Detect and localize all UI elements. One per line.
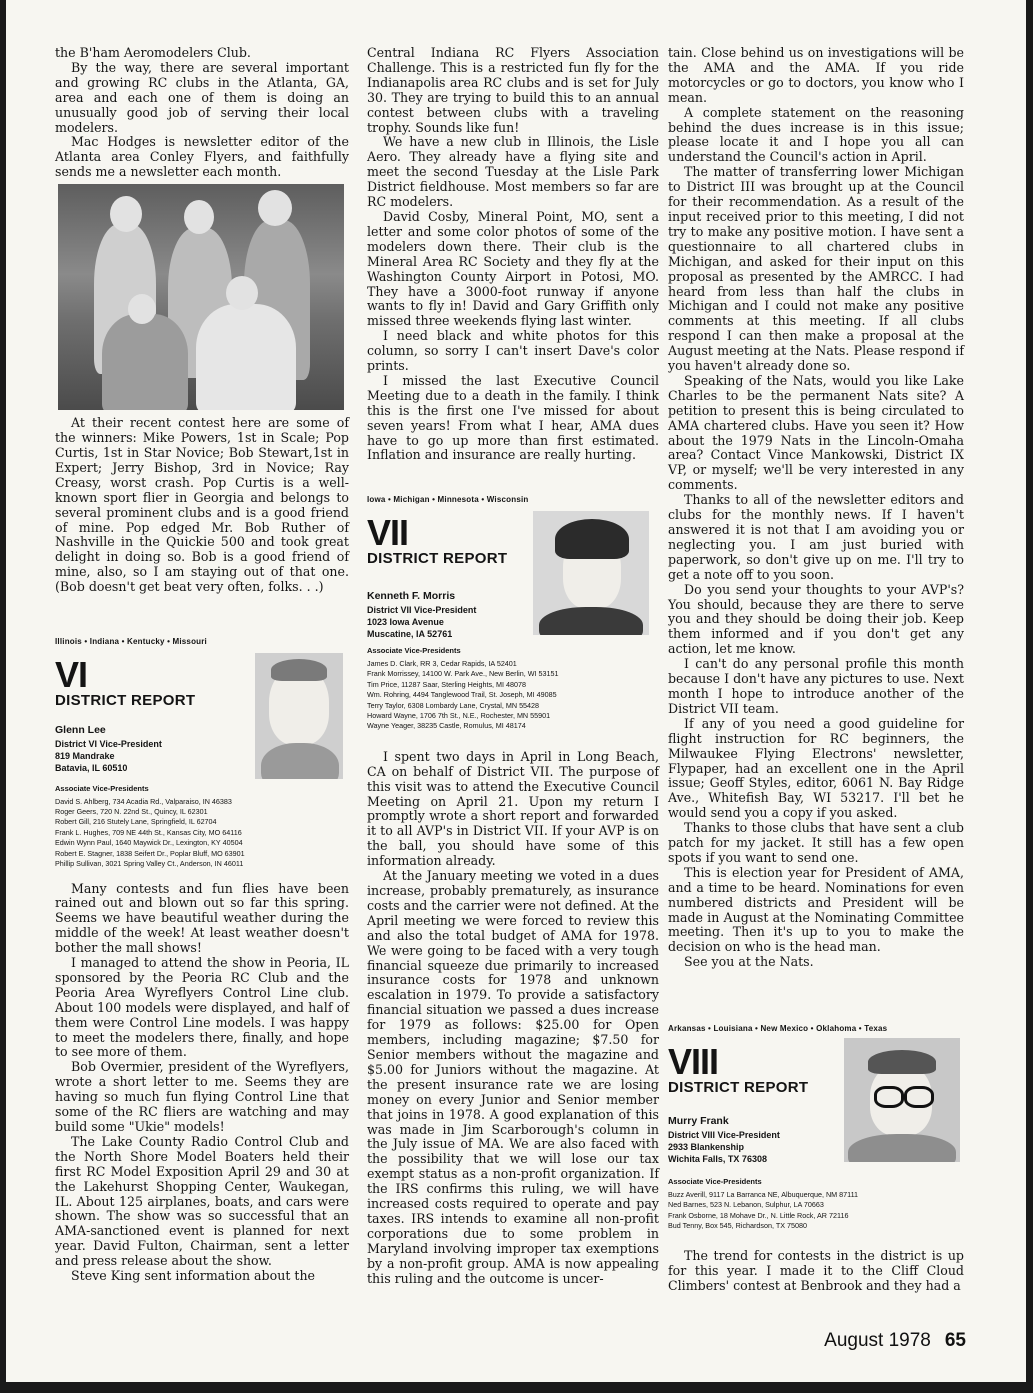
district-numeral: VIII [668, 1041, 719, 1083]
contest-winners-photo [58, 184, 344, 410]
column-middle [367, 46, 659, 1286]
vp-portrait-glenn-lee [255, 653, 343, 779]
assoc-vp: Wm. Rohring, 4494 Tanglewood Trail, St. Joseph, MI 49085 [367, 690, 557, 700]
vp-address: 819 Mandrake [55, 750, 115, 761]
issue-date: August 1978 [824, 1330, 931, 1351]
paragraph: Many contests and fun flies have been rained out and blown out so far this spring. Seems we have beautiful weather during the middle of the week! At least weather doesn't bother the mall shows! [55, 880, 349, 956]
paragraph: The trend for contests in the district is up for this year. I made it to the Cliff Cloud Climbers' contest at Benbrook and they had a [668, 1248, 964, 1294]
paragraph: I spent two days in April in Long Beach, CA on behalf of District VII. The purpose of this visit was to attend the Executive Council Meeting on April 21. Upon my return I promptly wrote a short report and forwarded it to all AVP's in District VII. If your AVP is on the ball, you should have some of this information already. [367, 748, 659, 869]
vp-portrait-murry-frank [844, 1038, 960, 1162]
assoc-vp: Roger Geers, 720 N. 22nd St., Quincy, IL 62301 [55, 807, 208, 817]
paragraph: I managed to attend the show in Peoria, IL sponsored by the Peoria RC Club and the Peoria Area Wyreflyers Control Line club. About 100 models were displayed, and half of them were Control Line models. I was happy to meet the modelers there, finally, and hope to see more of them. [55, 955, 349, 1060]
assoc-vp: Terry Taylor, 6308 Lombardy Lane, Crystal, MN 55428 [367, 700, 540, 710]
district-vi-header [55, 635, 349, 869]
paragraph: Steve King sent information about the [71, 1268, 316, 1284]
paragraph: tain. Close behind us on investigations will be the AMA and the AMA. If you ride motorcycles or go to doctors, you know who I mean. [668, 45, 964, 105]
photo-caption: At their recent contest here are some of the winners: Mike Powers, 1st in Scale; Pop Curtis, 1st in Star Novice; Bob Stewart,1st in Expert; Jerry Bishop, 3rd in Novice; Ray Creasy, worst crash. Pop Curtis is a well-known sport flier in Georgia and belongs to several prominent clubs and is a good friend of mine. Pop edged Mr. Bob Ruther of Nashville in the Quickie 500 and took great delight in doing so. Bob is a good friend of mine, also, so I am staying out of that one. (Bob doesn't get beat very often, folks. . .) [55, 415, 349, 595]
district-report-label: DISTRICT REPORT [668, 1079, 809, 1097]
paragraph: The matter of transferring lower Michigan to District III was brought up at the Council for their recommendation. As a result of the input received prior to this meeting, I did not try to make any positive motion. I have sent a questionnaire to all chartered clubs in Michigan, and asked for their input on this proposal as presented by the AMRCC. I had heard from less than half the clubs in Michigan and I could not make any positive comments at this meeting. If all clubs respond I can then make a proposal at the August meeting at the Nats. Please respond if you haven't already done so. [668, 164, 964, 374]
assoc-vp: Wayne Yeager, 38235 Castle, Romulus, MI 48174 [367, 721, 526, 731]
assoc-vp: James D. Clark, RR 3, Cedar Rapids, IA 52401 [367, 659, 517, 668]
district-states: Iowa • Michigan • Minnesota • Wisconsin [367, 495, 529, 505]
vp-address: 2933 Blankenship [668, 1141, 745, 1152]
paragraph: Thanks to all of the newsletter editors and clubs for the monthly news. If I haven't answered it is not that I am avoiding you or neglecting you. I am just buried with paperwork, so don't give up on me. I'll try to get a note off to you soon. [668, 492, 964, 582]
district-states: Illinois • Indiana • Kentucky • Missouri [55, 637, 207, 647]
paragraph: I need black and white photos for this column, so sorry I can't insert Dave's color prints. [367, 328, 659, 374]
vp-title: District VII Vice-President [367, 605, 477, 616]
assoc-vp: Buzz Averill, 9117 La Barranca NE, Albuquerque, NM 87111 [668, 1189, 859, 1199]
district-states: Arkansas • Louisiana • New Mexico • Oklahoma • Texas [668, 1024, 888, 1034]
assoc-vp: Robert Gill, 216 Stutely Lane, Springfield, IL 62704 [55, 817, 217, 827]
paragraph: A complete statement on the reasoning behind the dues increase is in this issue; please locate it and I hope you all can understand the Council's action in April. [668, 104, 964, 165]
district-numeral: VI [55, 653, 88, 695]
column-right [668, 46, 964, 1294]
paragraph: Do you send your thoughts to your AVP's? You should, because they are there to serve you and they should be doing their job. Keep them informed and if you don't get any action, let me know. [668, 581, 964, 657]
paragraph: Central Indiana RC Flyers Association Challenge. This is a restricted fun fly for the Indianapolis area RC clubs and is set for July 30. They are trying to build this to an annual contest between clubs with a traveling trophy. Sounds like fun! [367, 45, 659, 135]
paragraph: Thanks to those clubs that have sent a club patch for my jacket. It still has a few open spots if you want to send one. [668, 820, 964, 865]
vp-name: Murry Frank [668, 1115, 729, 1127]
vp-name: Kenneth F. Morris [367, 590, 456, 603]
district-report-label: DISTRICT REPORT [55, 691, 196, 709]
district-vii-header [367, 493, 659, 731]
paragraph: Speaking of the Nats, would you like Lake Charles to be the permanent Nats site? A petition to present this is being circulated to AMA chartered clubs. Have you seen it? How about the 1979 Nats in the Lincoln-Omaha area? Contact Vince Mankowski, District IX VP, or myself; we'll be very interested in any comments. [668, 372, 964, 493]
assoc-heading: Associate Vice-Presidents [367, 646, 461, 656]
assoc-vp: Bud Tenny, Box 545, Richardson, TX 75080 [668, 1221, 808, 1231]
assoc-vp: Ned Barnes, 523 N. Lebanon, Sulphur, LA 70663 [668, 1200, 824, 1210]
page-footer [824, 1330, 966, 1352]
vp-city: Muscatine, IA 52761 [367, 629, 453, 640]
paragraph: If any of you need a good guideline for flight instruction for RC beginners, the Milwaukee Flying Electrons' newsletter, Flypaper, had an excellent one in the April issue; Geoff Styles, editor, 6061 N. Bay Ridge Ave., Whitefish Bay, WI 53217. I'll bet he would send you a copy if you asked. [668, 715, 964, 821]
assoc-vp: David S. Ahlberg, 734 Acadia Rd., Valparaiso, IN 46383 [55, 796, 232, 806]
vp-city: Wichita Falls, TX 76308 [668, 1153, 767, 1164]
assoc-vp: Phillip Sullivan, 3021 Spring Valley Ct., Anderson, IN 46011 [55, 859, 244, 869]
assoc-vp: Tim Price, 11287 Saar, Sterling Heights, MI 48078 [367, 679, 527, 689]
paragraph: Mac Hodges is newsletter editor of the Atlanta area Conley Flyers, and faithfully sends me a newsletter each month. [55, 134, 349, 180]
paragraph: I can't do any personal profile this month because I don't have any pictures to use. Next month I hope to introduce another of the District VII team. [668, 656, 964, 716]
page-number: 65 [944, 1330, 966, 1351]
vp-name: Glenn Lee [55, 723, 106, 736]
vp-portrait-kenneth-morris [533, 511, 649, 635]
assoc-vp: Edwin Wynn Paul, 1640 Maywick Dr., Lexington, KY 40504 [55, 838, 243, 848]
district-viii-header [668, 1022, 964, 1231]
assoc-vp: Howard Wayne, 1706 7th St., N.E., Rochester, MN 55901 [367, 711, 551, 721]
paragraph: At the January meeting we voted in a dues increase, probably prematurely, as insurance costs and the carrier were not defined. At the April meeting we were forced to review this and also the total budget of AMA for 1978. We were going to be faced with a very tough financial squeeze due primarily to increased insurance costs for 1978 and unknown escalation in 1979. To provide a satisfactory financial situation we passed a dues increase for 1979 as follows: $25.00 for Open members, including magazine; $7.50 for Senior members without the magazine and $5.00 for Juniors without the magazine. At the present insurance rate we are losing money on every Junior and Senior member that joins in 1978. A good explanation of this was made in Jim Scarborough's column in the July issue of MA. We are also faced with the possibility that we will lose our tax exempt status as a non-profit organization. If the IRS confirms this ruling, we will have increased costs required to operate and pay taxes. IRS intends to examine all non-profit corporations due to some problem in Maryland involving improper tax exemptions by a non-profit group. AMA is now appealing this ruling and the outcome is uncer- [367, 868, 659, 1286]
column-left [55, 46, 349, 1284]
vp-title: District VI Vice-President [55, 738, 162, 749]
assoc-vp: Frank Morrissey, 14100 W. Park Ave., New Berlin, WI 53151 [367, 669, 559, 679]
assoc-vp: Frank Osborne, 18 Mohave Dr., N. Little Rock, AR 72116 [668, 1210, 849, 1220]
assoc-vp: Robert E. Stagner, 1838 Seifert Dr., Poplar Bluff, MO 63901 [55, 848, 245, 858]
assoc-heading: Associate Vice-Presidents [668, 1176, 762, 1186]
vp-city: Batavia, IL 60510 [55, 762, 128, 773]
paragraph: This is election year for President of AMA, and a time to be heard. Nominations for even numbered districts and President will be made in August at the Nominating Committee meeting. Then it's up to you to make the decision on who is the head man. [668, 864, 964, 955]
district-report-label: DISTRICT REPORT [367, 550, 508, 568]
district-numeral: VII [367, 512, 409, 554]
paragraph: the B'ham Aeromodelers Club. [55, 45, 251, 60]
vp-address: 1023 Iowa Avenue [367, 617, 444, 628]
paragraph: Bob Overmier, president of the Wyreflyers, wrote a short letter to me. Seems they are having so much fun flying Control Line that some of the RC fliers are watching and may build some "Ukie" models! [55, 1059, 349, 1134]
paragraph: We have a new club in Illinois, the Lisle Aero. They already have a flying site and meet the second Tuesday at the Lisle Park District fieldhouse. Most members so far are RC modelers. [367, 134, 659, 210]
magazine-page [6, 0, 1026, 1382]
assoc-vp: Frank L. Hughes, 709 NE 44th St., Kansas City, MO 64116 [55, 827, 242, 837]
paragraph: I missed the last Executive Council Meeting due to a death in the family. I think this is the first one I've missed for about seven years! From what I hear, AMA dues have to go up more than first estimated. Inflation and insurance are really hurting. [367, 372, 659, 463]
paragraph: David Cosby, Mineral Point, MO, sent a letter and some color photos of some of the modelers down there. Their club is the Mineral Area RC Society and they fly at the Washington County Airport in Potosi, MO. They have a 3000-foot runway if anyone wants to fly in! David and Gary Griffith only missed three weekends flying last winter. [367, 208, 659, 329]
paragraph: By the way, there are several important and growing RC clubs in the Atlanta, GA, area and each one of them is doing an unusually good job of serving their local modelers. [55, 59, 349, 135]
paragraph: See you at the Nats. [684, 954, 814, 970]
paragraph: The Lake County Radio Control Club and the North Shore Model Boaters held their first RC Model Exposition April 29 and 30 at the Lakehurst Shopping Center, Waukegan, IL. About 125 airplanes, boats, and cars were shown. The show was so successful that an AMA-sanctioned event is planned for next year. David Fulton, Chairman, sent a letter and press release about the show. [55, 1133, 349, 1269]
vp-title: District VIII Vice-President [668, 1129, 780, 1140]
assoc-heading: Associate Vice-Presidents [55, 783, 149, 793]
